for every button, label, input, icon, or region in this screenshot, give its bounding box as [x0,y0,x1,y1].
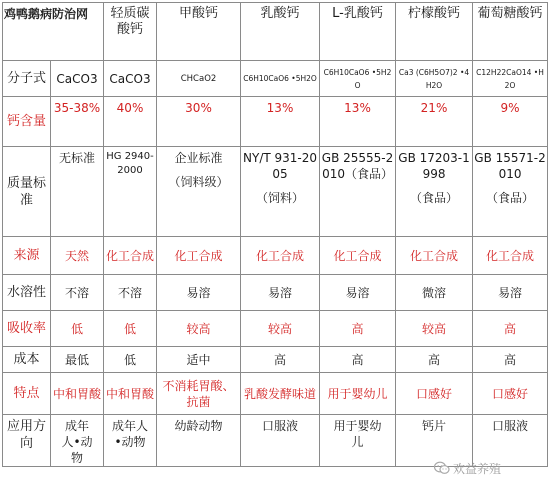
cell-absorption-1: 低 [104,311,157,347]
row-label-formula: 分子式 [3,61,51,97]
row-feature [3,373,548,415]
standard-lactate-text: NY/T 931-2005 [243,151,318,181]
cell-solubility-1: 不溶 [104,275,157,311]
cell-solubility-2: 易溶 [157,275,241,311]
wechat-icon [434,461,450,475]
cell-feature-5: 口感好 [396,373,473,415]
cell-calcium-3: 13% [241,97,320,147]
standard-formate-note: （饲料级） [168,175,229,189]
cell-formula-6: C12H22CaO14 •H2O [473,61,548,97]
cell-cost-3: 高 [241,347,320,373]
cell-usage-1: 成年人•动物 [104,415,157,467]
cell-calcium-1: 40% [104,97,157,147]
cell-usage-2: 幼龄动物 [157,415,241,467]
row-formula [3,61,548,97]
cell-feature-2: 不消耗胃酸、抗菌 [157,373,241,415]
row-standard [3,147,548,237]
row-label-cost: 成本 [3,347,51,373]
cell-absorption-5: 较高 [396,311,473,347]
watermark-text: 欢益养殖 [453,461,502,476]
cell-source-2: 化工合成 [157,237,241,275]
col-header-citrate: 柠檬酸钙 [396,3,473,61]
cell-calcium-4: 13% [320,97,396,147]
header-row [3,3,548,61]
row-label-usage: 应用方向 [3,415,51,467]
cell-formula-3: C6H10CaO6 •5H2O [241,61,320,97]
cell-calcium-0: 35-38% [51,97,104,147]
standard-formate-text: 企业标准 [174,151,223,165]
standard-gluconate-note: （食品） [486,191,535,205]
cell-formula-5: Ca3 (C6H5O7)2 •4H2O [396,61,473,97]
cell-calcium-5: 21% [396,97,473,147]
col-header-lactate: 乳酸钙 [241,3,320,61]
cell-solubility-6: 易溶 [473,275,548,311]
cell-calcium-6: 9% [473,97,548,147]
cell-standard-3 [241,147,320,237]
cell-feature-6: 口感好 [473,373,548,415]
cell-absorption-2: 较高 [157,311,241,347]
cell-usage-6: 口服液 [473,415,548,467]
cell-absorption-3: 较高 [241,311,320,347]
row-label-source: 来源 [3,237,51,275]
cell-standard-2 [157,147,241,237]
row-solubility [3,275,548,311]
cell-source-3: 化工合成 [241,237,320,275]
cell-formula-0: CaCO3 [51,61,104,97]
standard-gluconate-text: GB 15571-2010 [474,151,546,181]
cell-calcium-2: 30% [157,97,241,147]
cell-cost-1: 低 [104,347,157,373]
cell-solubility-3: 易溶 [241,275,320,311]
row-label-absorption: 吸收率 [3,311,51,347]
cell-source-6: 化工合成 [473,237,548,275]
cell-cost-4: 高 [320,347,396,373]
cell-absorption-0: 低 [51,311,104,347]
cell-source-1: 化工合成 [104,237,157,275]
cell-usage-5: 钙片 [396,415,473,467]
row-calcium [3,97,548,147]
cell-absorption-6: 高 [473,311,548,347]
row-label-calcium: 钙含量 [3,97,51,147]
row-absorption [3,311,548,347]
cell-standard-4: GB 25555-2010（食品） [320,147,396,237]
col-header-l-lactate: L-乳酸钙 [320,3,396,61]
cell-cost-0: 最低 [51,347,104,373]
cell-cost-5: 高 [396,347,473,373]
standard-citrate-text: GB 17203-1998 [398,151,470,181]
col-header-gluconate: 葡萄糖酸钙 [473,3,548,61]
cell-cost-2: 适中 [157,347,241,373]
row-label-feature: 特点 [3,373,51,415]
col-header-light-carbonate: 轻质碳酸钙 [104,3,157,61]
cell-source-4: 化工合成 [320,237,396,275]
col-header-formate: 甲酸钙 [157,3,241,61]
site-brand-text: 鸡鸭鹅病防治网 [4,7,89,21]
cell-source-5: 化工合成 [396,237,473,275]
row-label-solubility: 水溶性 [3,275,51,311]
cell-standard-5 [396,147,473,237]
cell-formula-2: CHCaO2 [157,61,241,97]
standard-lactate-note: （饲料） [256,191,305,205]
cell-solubility-4: 易溶 [320,275,396,311]
cell-standard-6 [473,147,548,237]
cell-feature-0: 中和胃酸 [51,373,104,415]
row-cost [3,347,548,373]
cell-feature-1: 中和胃酸 [104,373,157,415]
cell-solubility-0: 不溶 [51,275,104,311]
watermark [434,458,501,478]
cell-feature-4: 用于婴幼儿 [320,373,396,415]
cell-formula-1: CaCO3 [104,61,157,97]
standard-citrate-note: （食品） [410,191,459,205]
site-brand [3,3,104,61]
cell-feature-3: 乳酸发酵味道 [241,373,320,415]
cell-standard-1: HG 2940-2000 [104,147,157,237]
row-label-standard: 质量标准 [3,147,51,237]
cell-source-0: 天然 [51,237,104,275]
cell-formula-4: C6H10CaO6 •5H2O [320,61,396,97]
row-source [3,237,548,275]
cell-solubility-5: 微溶 [396,275,473,311]
cell-absorption-4: 高 [320,311,396,347]
cell-usage-3: 口服液 [241,415,320,467]
cell-usage-0: 成年人•动物 [51,415,104,467]
cell-standard-0: 无标准 [51,147,104,237]
calcium-comparison-table [2,2,548,467]
cell-usage-4: 用于婴幼儿 [320,415,396,467]
cell-cost-6: 高 [473,347,548,373]
